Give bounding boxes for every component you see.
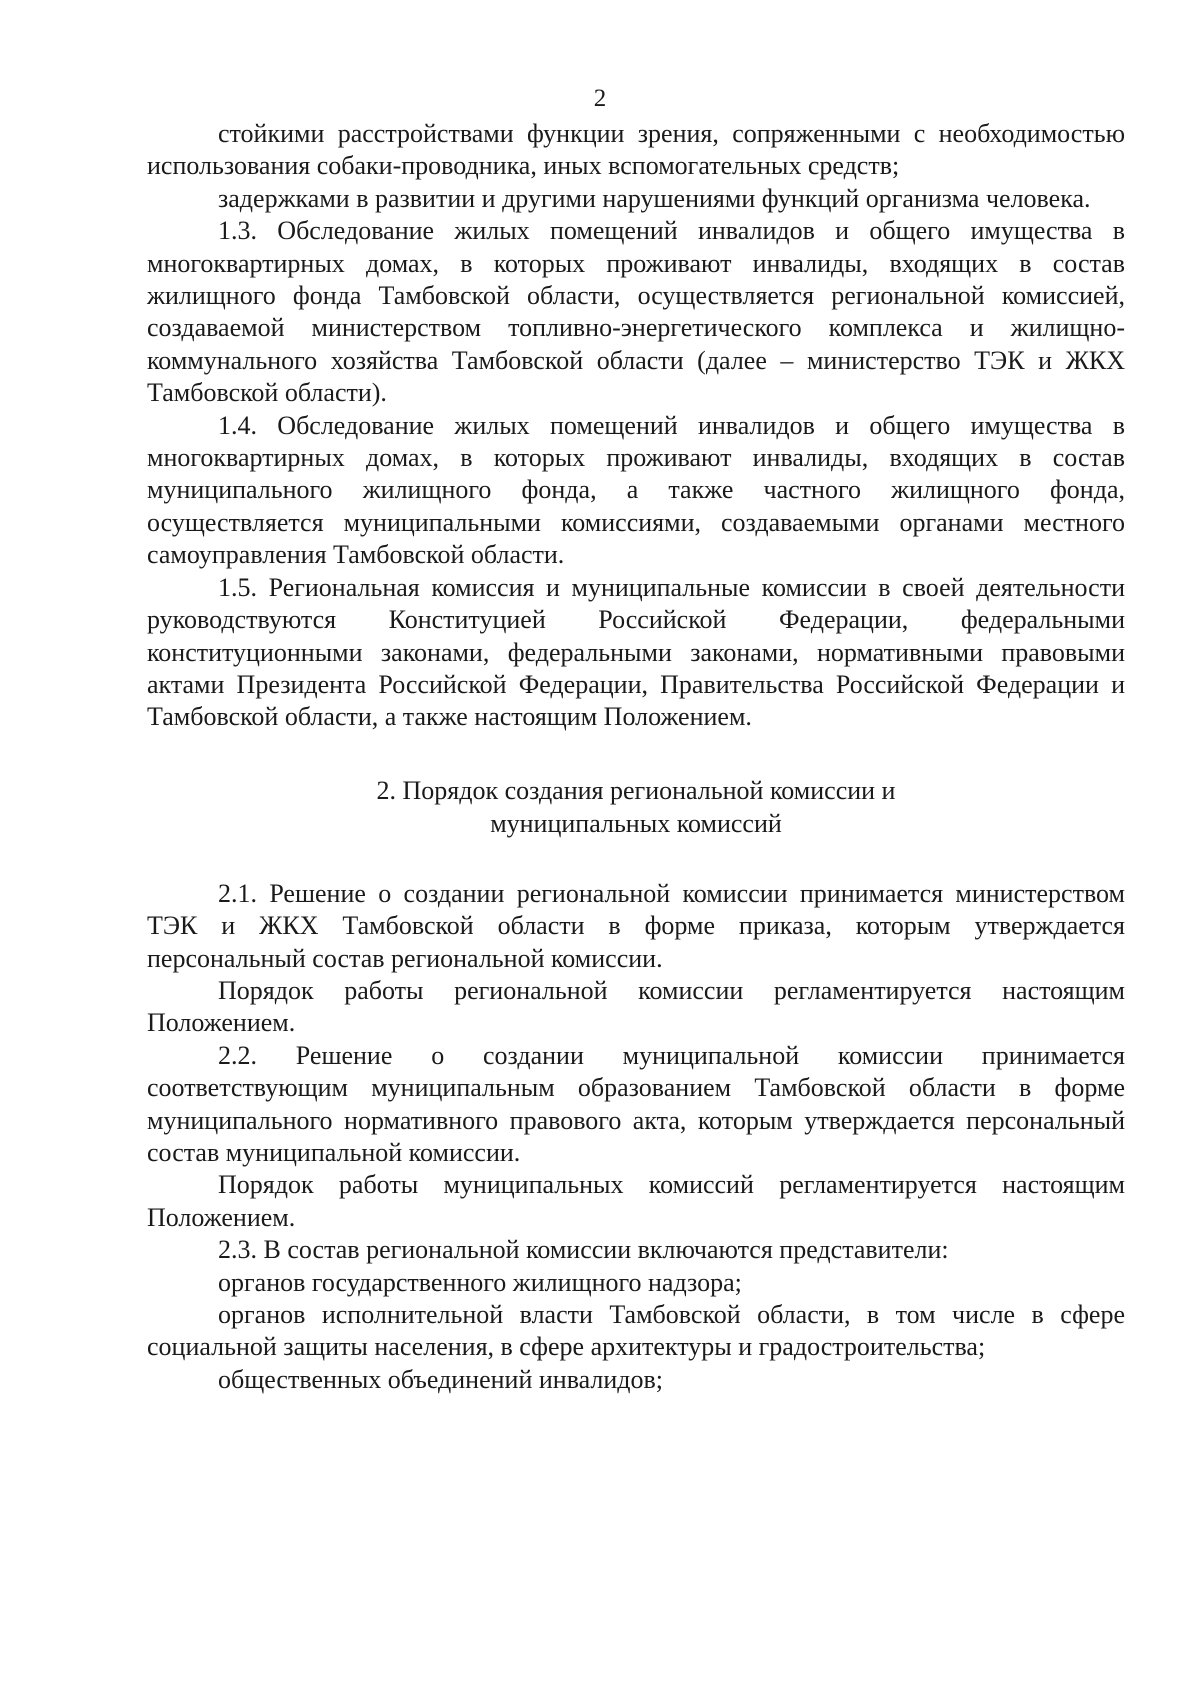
list-item-executive-authorities: органов исполнительной власти Тамбовской области, в том числе в сфере социальной защиты населения, в сфере архитектуры и градостроительства; xyxy=(147,1300,1125,1362)
section-heading-line-1: 2. Порядок создания региональной комиссии и xyxy=(376,775,896,805)
paragraph-vision-impairment: стойкими расстройствами функции зрения, сопряженными с необходимостью использования собаки-проводника, иных вспомогательных средств; xyxy=(147,119,1125,181)
page-number: 2 xyxy=(593,85,607,112)
section-heading-2 xyxy=(147,774,1125,840)
paragraph-2-3: 2.3. В состав региональной комиссии включаются представители: xyxy=(218,1235,949,1265)
paragraph-2-1: 2.1. Решение о создании региональной комиссии принимается министерством ТЭК и ЖКХ Тамбовской области в форме приказа, которым утверждается персональный состав региональной комиссии. xyxy=(147,878,1125,973)
list-item-housing-supervision: органов государственного жилищного надзора; xyxy=(218,1267,742,1297)
paragraph-municipal-procedure: Порядок работы муниципальных комиссий регламентируется настоящим Положением. xyxy=(147,1170,1125,1232)
paragraph-1-3: 1.3. Обследование жилых помещений инвалидов и общего имущества в многоквартирных домах, в которых проживают инвалиды, входящих в состав жилищного фонда Тамбовской области, осуществляется региональной комиссией, создаваемой министерством топливно-энергетического комплекса и жилищно-коммунального хозяйства Тамбовской области (далее – министерство ТЭК и ЖКХ Тамбовской области). xyxy=(147,216,1125,408)
list-item-disability-associations: общественных объединений инвалидов; xyxy=(218,1364,664,1394)
section-heading-line-2: муниципальных комиссий xyxy=(490,808,782,838)
paragraph-2-2: 2.2. Решение о создании муниципальной комиссии принимается соответствующим муниципальным образованием Тамбовской области в форме муниципального нормативного правового акта, которым утверждается персональный состав муниципальной комиссии. xyxy=(147,1040,1125,1167)
paragraph-1-5: 1.5. Региональная комиссия и муниципальные комиссии в своей деятельности руководствуются Конституцией Российской Федерации, федеральными конституционными законами, федеральными законами, нормативными правовыми актами Президента Российской Федерации, Правительства Российской Федерации и Тамбовской области, а также настоящим Положением. xyxy=(147,572,1125,732)
paragraph-developmental-delays: задержками в развитии и другими нарушениями функций организма человека. xyxy=(218,183,1091,213)
paragraph-regional-procedure: Порядок работы региональной комиссии регламентируется настоящим Положением. xyxy=(147,975,1125,1038)
paragraph-1-4: 1.4. Обследование жилых помещений инвалидов и общего имущества в многоквартирных домах, в которых проживают инвалиды, входящих в состав муниципального жилищного фонда, а также частного жилищного фонда, осуществляется муниципальными комиссиями, создаваемыми органами местного самоуправления Тамбовской области. xyxy=(147,410,1125,570)
document-body xyxy=(147,118,1125,1396)
